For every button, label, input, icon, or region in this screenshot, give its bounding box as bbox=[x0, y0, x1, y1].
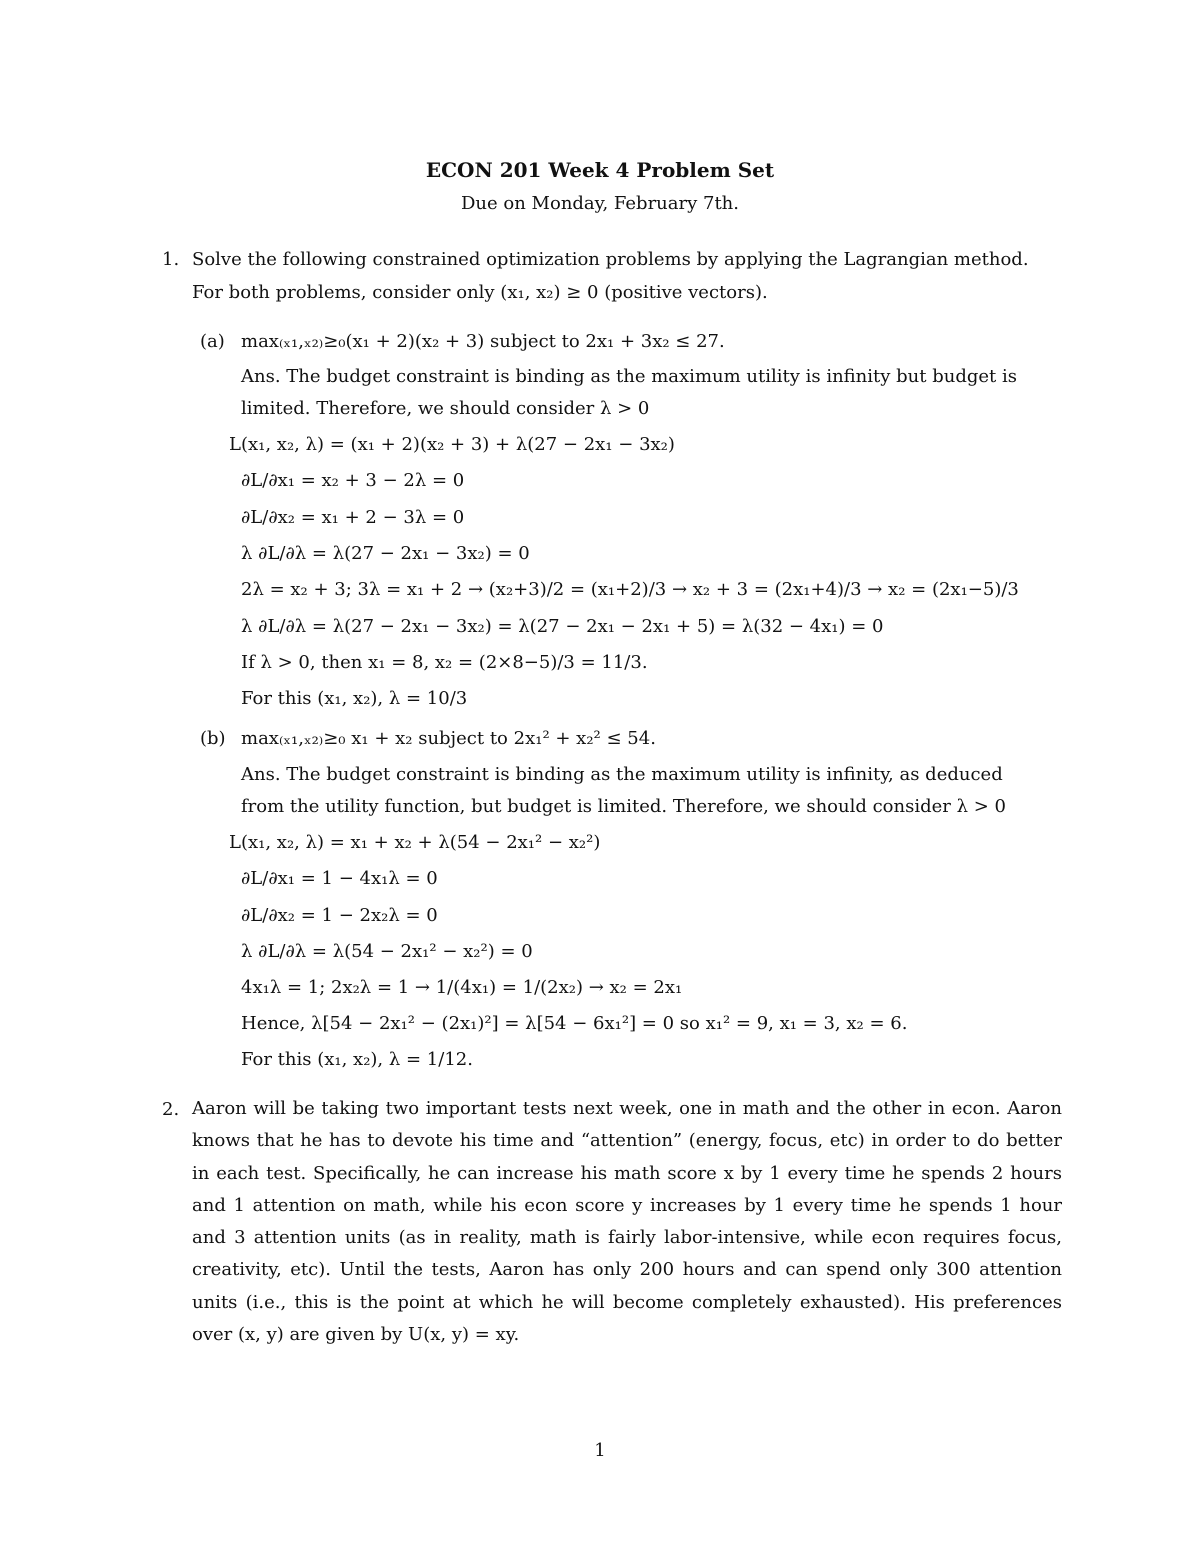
part-b-equation-3: ∂L/∂x₂ = 1 − 2x₂λ = 0 bbox=[241, 905, 438, 926]
part-b-equation-6: Hence, λ[54 − 2x₁² − (2x₁)²] = λ[54 − 6x₁²] = 0 so x₁² = 9, x₁ = 3, x₂ = 6. bbox=[241, 1013, 908, 1034]
part-a-equation-1: L(x₁, x₂, λ) = (x₁ + 2)(x₂ + 3) + λ(27 − 2x₁ − 3x₂) bbox=[229, 434, 675, 455]
problem-2-number: 2. bbox=[162, 1099, 180, 1120]
part-a-statement: max₍ₓ₁,ₓ₂₎≥₀(x₁ + 2)(x₂ + 3) subject to 2x₁ + 3x₂ ≤ 27. bbox=[241, 331, 725, 352]
problem-2-text: Aaron will be taking two important tests next week, one in math and the other in econ. Aaron knows that he has to devote his time and “attention” (energy, focus, etc) in order to do better in each test. Specifically, he can increase his math score x by 1 every time he spends 2 hours and 1 attention on math, while his econ score y increases by 1 every time he spends 1 hour and 3 attention units (as in reality, math is fairly labor-intensive, while econ requires focus, creativity, etc). Until the tests, Aaron has only 200 hours and can spend only 300 attention units (i.e., this is the point at which he will become completely exhausted). His preferences over (x, y) are given by U(x, y) = xy. bbox=[192, 1098, 1062, 1346]
part-b-equation-1: L(x₁, x₂, λ) = x₁ + x₂ + λ(54 − 2x₁² − x₂²) bbox=[229, 832, 601, 853]
due-date: Due on Monday, February 7th. bbox=[461, 193, 739, 214]
part-b-equation-5: 4x₁λ = 1; 2x₂λ = 1 → 1/(4x₁) = 1/(2x₂) → x₂ = 2x₁ bbox=[241, 977, 683, 998]
problem-1-number: 1. bbox=[162, 249, 180, 270]
part-a-equation-8: For this (x₁, x₂), λ = 10/3 bbox=[241, 688, 468, 709]
part-b-answer-line-1: Ans. The budget constraint is binding as the maximum utility is infinity, as deduced bbox=[241, 764, 1003, 785]
part-a-equation-4: λ ∂L/∂λ = λ(27 − 2x₁ − 3x₂) = 0 bbox=[241, 543, 530, 564]
part-a-label: (a) bbox=[200, 331, 225, 352]
part-b-equation-2: ∂L/∂x₁ = 1 − 4x₁λ = 0 bbox=[241, 868, 438, 889]
page-number: 1 bbox=[594, 1440, 606, 1461]
part-b-statement: max₍ₓ₁,ₓ₂₎≥₀ x₁ + x₂ subject to 2x₁² + x₂² ≤ 54. bbox=[241, 728, 656, 749]
problem-1-intro-line-2: For both problems, consider only (x₁, x₂) ≥ 0 (positive vectors). bbox=[192, 282, 768, 303]
problem-1-intro-line-1: Solve the following constrained optimization problems by applying the Lagrangian method. bbox=[192, 249, 1029, 270]
part-b-equation-7: For this (x₁, x₂), λ = 1/12. bbox=[241, 1049, 473, 1070]
part-a-equation-7: If λ > 0, then x₁ = 8, x₂ = (2×8−5)/3 = 11/3. bbox=[241, 652, 648, 673]
part-a-equation-5: 2λ = x₂ + 3; 3λ = x₁ + 2 → (x₂+3)/2 = (x₁+2)/3 → x₂ + 3 = (2x₁+4)/3 → x₂ = (2x₁−5)/3 bbox=[241, 579, 1019, 600]
part-b-label: (b) bbox=[200, 728, 226, 749]
document-title: ECON 201 Week 4 Problem Set bbox=[425, 158, 775, 182]
part-a-answer-line-2: limited. Therefore, we should consider λ > 0 bbox=[241, 398, 650, 419]
part-b-equation-4: λ ∂L/∂λ = λ(54 − 2x₁² − x₂²) = 0 bbox=[241, 941, 533, 962]
part-a-equation-3: ∂L/∂x₂ = x₁ + 2 − 3λ = 0 bbox=[241, 507, 465, 528]
part-a-equation-2: ∂L/∂x₁ = x₂ + 3 − 2λ = 0 bbox=[241, 470, 465, 491]
part-b-answer-line-2: from the utility function, but budget is limited. Therefore, we should consider λ > 0 bbox=[241, 796, 1006, 817]
part-a-answer-line-1: Ans. The budget constraint is binding as the maximum utility is infinity but budget is bbox=[241, 366, 1017, 387]
part-a-equation-6: λ ∂L/∂λ = λ(27 − 2x₁ − 3x₂) = λ(27 − 2x₁ − 2x₁ + 5) = λ(32 − 4x₁) = 0 bbox=[241, 616, 884, 637]
